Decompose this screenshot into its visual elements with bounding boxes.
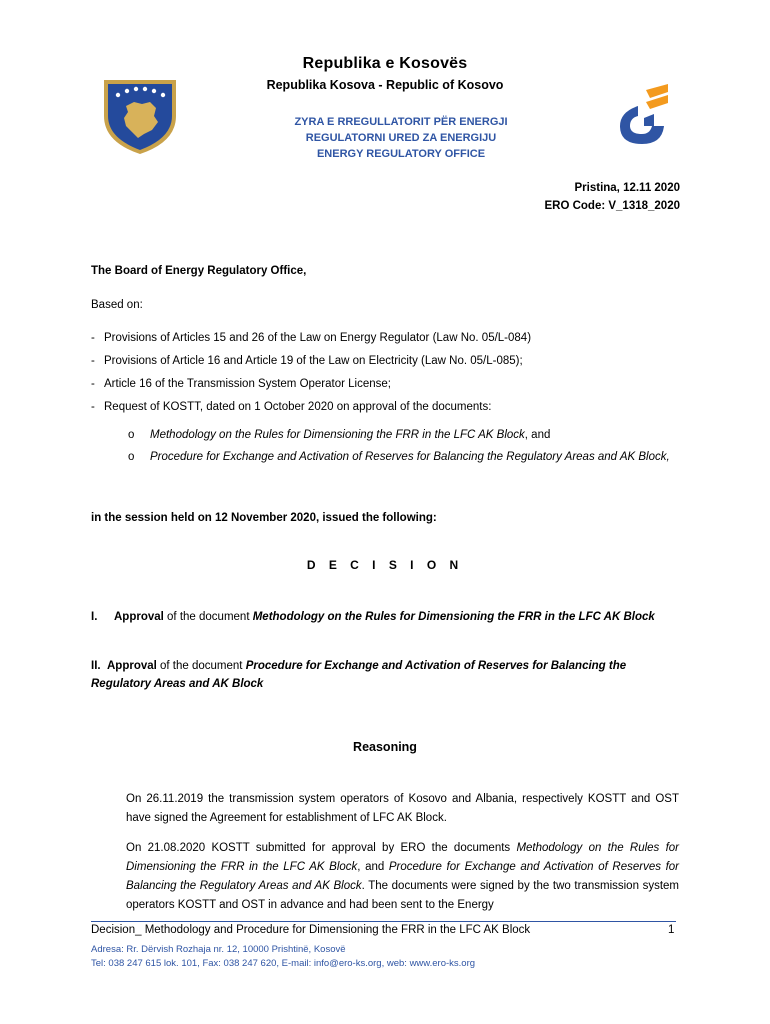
list-item: - Provisions of Articles 15 and 26 of the Law on Energy Regulator (Law No. 05/L-084) — [91, 332, 532, 344]
based-on: Based on: — [91, 299, 143, 311]
page-number: 1 — [668, 924, 675, 936]
reasoning-paragraph: On 26.11.2019 the transmission system operators of Kosovo and Albania, respectively KOSTT and OST have signed the Agreement for establishment of LFC AK Block. — [126, 793, 679, 824]
header-subtitle: Republika Kosova - Republic of Kosovo — [266, 78, 504, 92]
decision-item: II. Approval of the document Procedure for Exchange and Activation of Reserves for Balancing the Regulatory Areas and AK Block — [91, 660, 627, 690]
footer-contact: Tel: 038 247 615 lok. 101, Fax: 038 247 620, E-mail: info@ero-ks.org, web: www.ero-ks.org — [91, 958, 476, 969]
session-line: in the session held on 12 November 2020, issued the following: — [91, 512, 437, 524]
list-item: - Article 16 of the Transmission System Operator License; — [91, 378, 391, 390]
board-line: The Board of Energy Regulatory Office, — [91, 265, 307, 277]
footer-divider — [91, 921, 676, 922]
list-item: - Request of KOSTT, dated on 1 October 2020 on approval of the documents: — [91, 401, 492, 413]
office-name-english: ENERGY REGULATORY OFFICE — [316, 148, 486, 160]
footer-document-title: Decision_ Methodology and Procedure for Dimensioning the FRR in the LFC AK Block — [91, 924, 531, 936]
decision-heading: D E C I S I O N — [306, 558, 464, 572]
reasoning-heading: Reasoning — [353, 740, 417, 754]
office-name-serbian: REGULATORNI URED ZA ENERGIJU — [305, 132, 497, 144]
footer-address: Adresa: Rr. Dërvish Rozhaja nr. 12, 10000 Prishtinë, Kosovë — [91, 944, 346, 955]
place-date: Pristina, 12.11 2020 — [574, 182, 680, 194]
header-title: Republika e Kosovës — [302, 55, 468, 72]
reasoning-paragraph: On 21.08.2020 KOSTT submitted for approval by ERO the documents Methodology on the Rules for Dimensioning the FRR in the LFC AK Block, and Procedure for Exchange and Activation of Reserves for Balancing the Regulatory Areas and AK Block. The documents were signed by the two transmission system operators KOSTT and OST in advance and had been sent to the Energy — [126, 842, 679, 911]
document-page: Republika e Kosovës Republika Kosova - Republic of Kosovo ZYRA E RREGULLATORIT PËR ENERGJI REGULATORNI URED ZA ENERGIJU ENERGY REGULATORY OFFICE Pristina, 12.11 2020 ERO Code: V_1318_2020 The Board of Energy Regulatory Office, Based on: - Provisions of Articles 15 and 26 of the Law on Energy Regulator (Law No. 05/L-084) - Provisions of Article 16 and Article 19 of the Law on Electricity (Law No. 05/L-085); - Article 16 of the Transmission System Operator License; - Request of KOSTT, dated on 1 October 2020 on approval of the documents: o Methodology on the Rules for Dimensioning the FRR in the LFC AK Block, and o Procedure for Exchange and Activation of Reserves for Balancing the Regulatory Areas and AK Block, in the session held on 12 November 2020, issued the following: D E C I S I O N I. Approval of the document Methodology on the Rules for Dimensioning the FRR in the LFC AK Block II. Approval of the document Procedure for Exchange and Activation of Reserves for Balancing the Regulatory Areas and AK Block Reasoning On 26.11.2019 the transmission system operators of Kosovo and Albania, respectively KOSTT and OST have signed the Agreement for establishment of LFC AK Block. On 21.08.2020 KOSTT submitted for approval by ERO the documents Methodology on the Rules for Dimensioning the FRR in the LFC AK Block, and Procedure for Exchange and Activation of Reserves for Balancing the Regulatory Areas and AK Block. The documents were signed by the two transmission system operators KOSTT and OST in advance and had been sent to the Energy Decision_ Methodology and Procedure for Dimensioning the FRR in the LFC AK Block 1 Adresa: Rr. Dërvish Rozhaja nr. 12, 10000 Prishtinë, Kosovë Tel: 038 247 615 lok. 101, Fax: 038 247 620, E-mail: info@ero-ks.org, web: www.ero-ks.org — [0, 0, 770, 1024]
office-name-albanian: ZYRA E RREGULLATORIT PËR ENERGJI — [294, 116, 508, 128]
list-item: - Provisions of Article 16 and Article 19 of the Law on Electricity (Law No. 05/L-085); — [91, 355, 523, 367]
ero-code: ERO Code: V_1318_2020 — [544, 200, 680, 212]
ero-logo-icon — [616, 82, 670, 148]
